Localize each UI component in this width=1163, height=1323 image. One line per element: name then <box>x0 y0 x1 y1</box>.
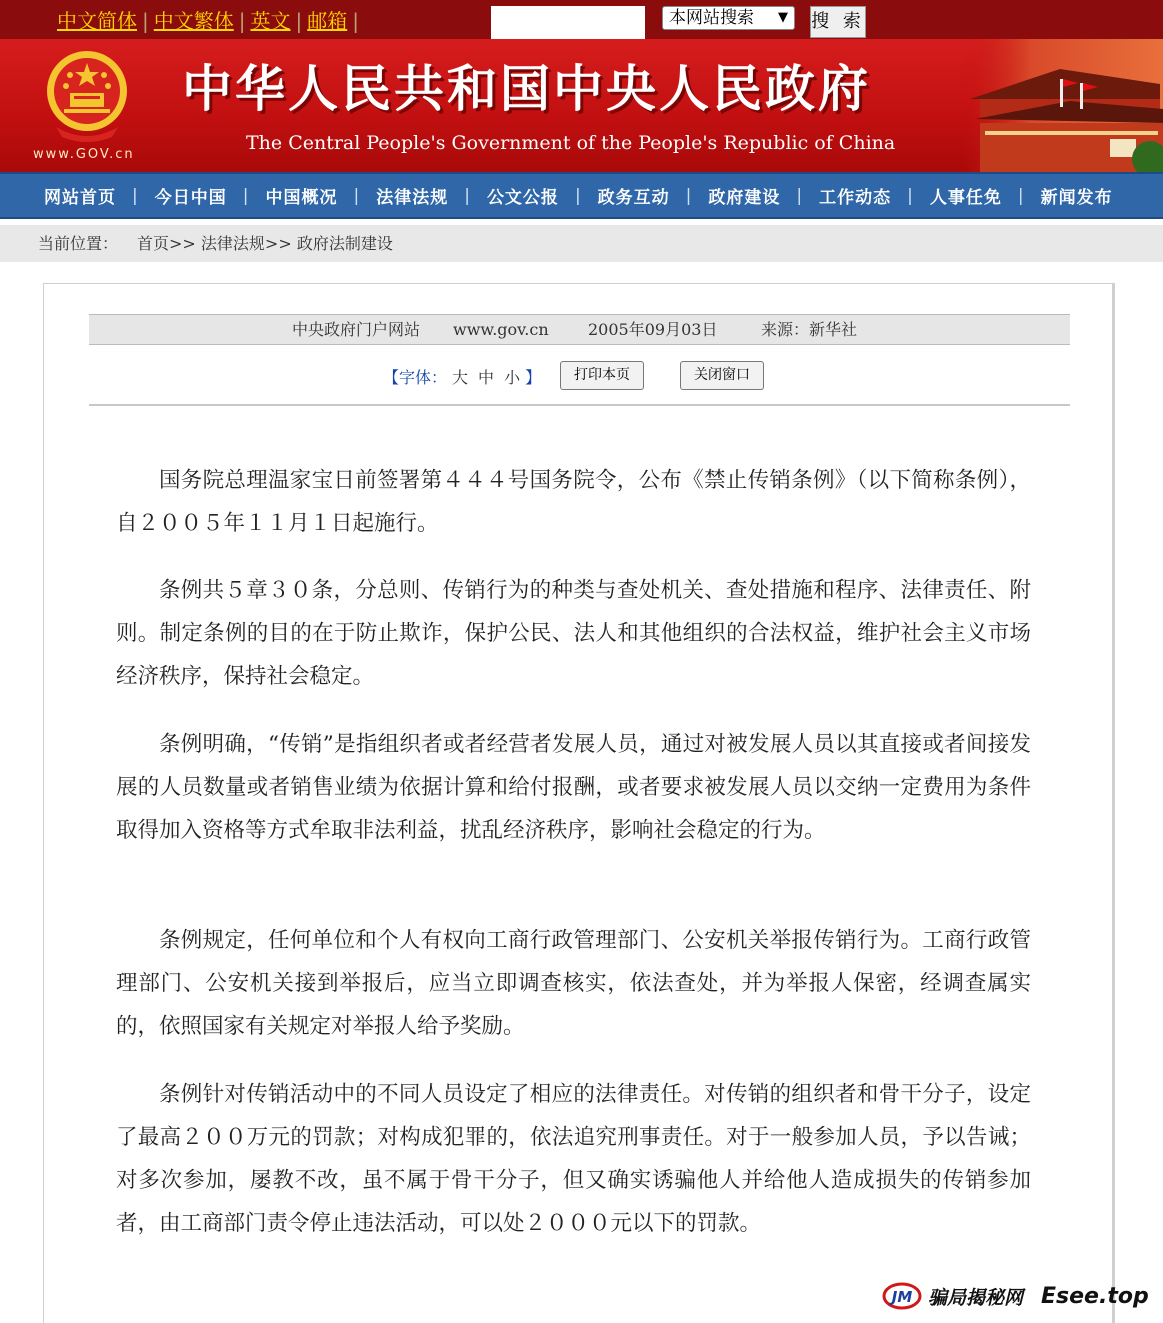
nav-interaction[interactable]: 政务互动 <box>597 188 670 208</box>
banner-subtitle: The Central People's Government of the People's Republic of China <box>246 132 896 154</box>
separator: | <box>142 9 149 33</box>
search-scope-select[interactable] <box>662 6 795 30</box>
breadcrumb-laws[interactable]: 法律法规>> <box>200 234 292 253</box>
language-links <box>57 8 364 34</box>
nav-divider: | <box>907 185 914 206</box>
breadcrumb-path <box>137 225 393 262</box>
article-paragraph: 条例规定，任何单位和个人有权向工商行政管理部门、公安机关举报传销行为。工商行政管理部门、公安机关接到举报后，应当立即调查核实，依法查处，并为举报人保密，经调查属实的，依照国家有关规定对举报人给予奖励。 <box>116 928 1031 1039</box>
svg-text:JM: JM <box>891 1288 913 1306</box>
nav-laws[interactable]: 法律法规 <box>376 188 449 208</box>
article-paragraph: 国务院总理温家宝日前签署第４４４号国务院令，公布《禁止传销条例》（以下简称条例），自２００５年１１月１日起施行。 <box>116 468 1031 536</box>
meta-source: 来源：新华社 <box>761 320 858 339</box>
tiananmen-gate-icon <box>960 39 1163 172</box>
nav-divider: | <box>242 185 250 206</box>
font-size-tools <box>383 366 541 390</box>
site-mark: www.GOV.cn <box>33 147 135 162</box>
nav-divider: | <box>464 185 471 206</box>
nav-press[interactable]: 新闻发布 <box>1040 188 1113 208</box>
bracket-close: 】 <box>525 368 542 387</box>
link-simplified-chinese[interactable]: 中文简体 <box>57 9 137 33</box>
font-size-medium[interactable]: 中 <box>478 368 495 387</box>
nav-divider: | <box>574 185 582 206</box>
meta-url: www.gov.cn <box>453 320 549 339</box>
banner-title: 中华人民共和国中央人民政府 <box>182 60 871 118</box>
nav-today-china[interactable]: 今日中国 <box>154 188 227 208</box>
nav-gov-building[interactable]: 政府建设 <box>708 188 781 208</box>
breadcrumb-current[interactable]: 政府法制建设 <box>296 234 393 253</box>
watermark-site: 骗局揭秘网 <box>928 1286 1024 1309</box>
breadcrumb <box>0 225 1163 262</box>
close-window-button[interactable]: 关闭窗口 <box>680 361 764 390</box>
bracket-open: 【 <box>383 368 400 387</box>
meta-date: 2005年09月03日 <box>588 320 718 339</box>
meta-portal: 中央政府门户网站 <box>292 320 421 339</box>
nav-divider: | <box>1017 185 1025 206</box>
print-button[interactable]: 打印本页 <box>560 361 644 390</box>
breadcrumb-home[interactable]: 首页>> <box>137 234 196 253</box>
site-banner <box>0 39 1163 172</box>
nav-appointments[interactable]: 人事任免 <box>929 188 1002 208</box>
search-button[interactable]: 搜 索 <box>810 6 866 38</box>
font-size-label: 字体： <box>399 368 448 387</box>
breadcrumb-label: 当前位置： <box>38 234 119 253</box>
search-scope-value: 本网站搜索 <box>669 8 754 28</box>
article-paragraph: 条例共５章３０条，分总则、传销行为的种类与查处机关、查处措施和程序、法律责任、附则。制定条例的目的在于防止欺诈，保护公民、法人和其他组织的合法权益，维护社会主义市场经济秩序，保持社会稳定。 <box>116 578 1031 689</box>
chevron-down-icon: ▼ <box>778 10 788 25</box>
watermark-logo-icon <box>882 1281 922 1311</box>
separator: | <box>295 9 303 33</box>
nav-china-overview[interactable]: 中国概况 <box>265 188 338 208</box>
separator: | <box>238 9 246 33</box>
link-traditional-chinese[interactable]: 中文繁体 <box>153 9 234 33</box>
main-nav <box>0 172 1163 219</box>
article-paragraph: 条例针对传销活动中的不同人员设定了相应的法律责任。对传销的组织者和骨干分子，设定了最高２００万元的罚款；对构成犯罪的，依法追究刑事责任。对于一般参加人员，予以告诫；对多次参加，屡教不改，虽不属于骨干分子，但又确实诱骗他人并给他人造成损失的传销参加者，由工商部门责令停止违法活动，可以处２０００元以下的罚款。 <box>116 1082 1031 1236</box>
nav-divider: | <box>132 185 139 206</box>
national-emblem-icon <box>42 47 132 147</box>
nav-divider: | <box>796 185 804 206</box>
font-size-large[interactable]: 大 <box>452 368 469 387</box>
watermark-domain: Esee.top <box>1041 1283 1149 1309</box>
nav-work-news[interactable]: 工作动态 <box>819 188 892 208</box>
font-size-small[interactable]: 小 <box>504 368 521 387</box>
link-english[interactable]: 英文 <box>250 9 291 33</box>
nav-divider: | <box>353 185 361 206</box>
watermark <box>882 1279 1149 1313</box>
article-paragraph: 条例明确，“传销”是指组织者或者经营者发展人员，通过对被发展人员以其直接或者间接发展的人员数量或者销售业绩为依据计算和给付报酬，或者要求被发展人员以交纳一定费用为条件取得加入资格等方式牟取非法利益，扰乱经济秩序，影响社会稳定的行为。 <box>116 732 1031 843</box>
nav-documents[interactable]: 公文公报 <box>486 188 559 208</box>
nav-home[interactable]: 网站首页 <box>44 188 116 208</box>
link-mailbox[interactable]: 邮箱 <box>307 9 348 33</box>
top-bar <box>0 0 1163 39</box>
article-meta <box>89 314 1070 345</box>
divider <box>89 404 1070 406</box>
search-input[interactable] <box>491 6 645 39</box>
separator: | <box>352 9 359 33</box>
nav-divider: | <box>685 185 693 206</box>
